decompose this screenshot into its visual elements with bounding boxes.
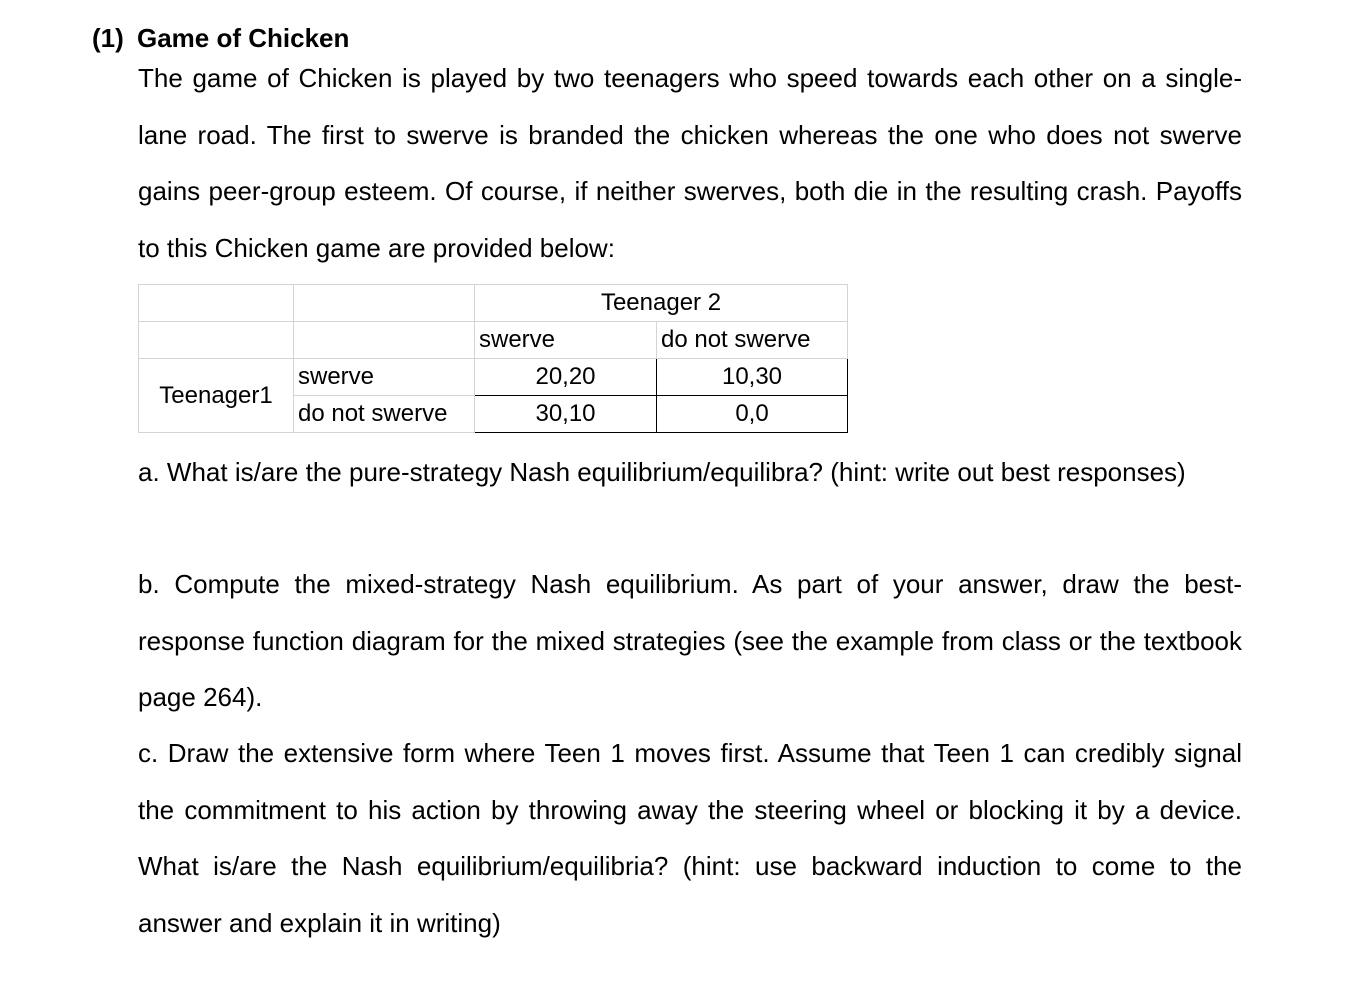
payoff-cell: 20,20 <box>475 359 657 396</box>
empty-cell <box>294 285 475 322</box>
row-strategy-do-not-swerve: do not swerve <box>294 396 475 433</box>
table-row <box>139 359 848 396</box>
row-strategy-swerve: swerve <box>294 359 475 396</box>
empty-cell <box>139 322 294 359</box>
table-row <box>139 285 848 322</box>
payoff-cell: 30,10 <box>475 396 657 433</box>
empty-cell <box>139 285 294 322</box>
column-strategy-do-not-swerve: do not swerve <box>657 322 848 359</box>
intro-paragraph: The game of Chicken is played by two teenagers who speed towards each other on a single-lane road. The first to swerve is branded the chicken whereas the one who does not swerve gains peer-group esteem. Of course, if neither swerves, both die in the resulting crash. Payoffs to this Chicken game are provided below: <box>138 63 1242 263</box>
payoff-table <box>138 284 848 433</box>
problem-number: (1) <box>92 23 124 53</box>
empty-cell <box>294 322 475 359</box>
payoff-cell: 10,30 <box>657 359 848 396</box>
payoff-cell: 0,0 <box>657 396 848 433</box>
problem-title: Game of Chicken <box>137 23 350 53</box>
question-a: a. What is/are the pure-strategy Nash equilibrium/equilibra? (hint: write out best responses) <box>138 457 1186 487</box>
table-row <box>139 322 848 359</box>
question-c: c. Draw the extensive form where Teen 1 moves first. Assume that Teen 1 can credibly signal the commitment to his action by throwing away the steering wheel or blocking it by a device. What is/are the Nash equilibrium/equilibria? (hint: use backward induction to come to the answer and explain it in writing) <box>138 738 1242 938</box>
question-b: b. Compute the mixed-strategy Nash equilibrium. As part of your answer, draw the best-response function diagram for the mixed strategies (see the example from class or the textbook page 264). <box>138 569 1242 712</box>
column-strategy-swerve: swerve <box>475 322 657 359</box>
row-player-label: Teenager1 <box>139 359 294 433</box>
column-player-label: Teenager 2 <box>475 285 848 322</box>
